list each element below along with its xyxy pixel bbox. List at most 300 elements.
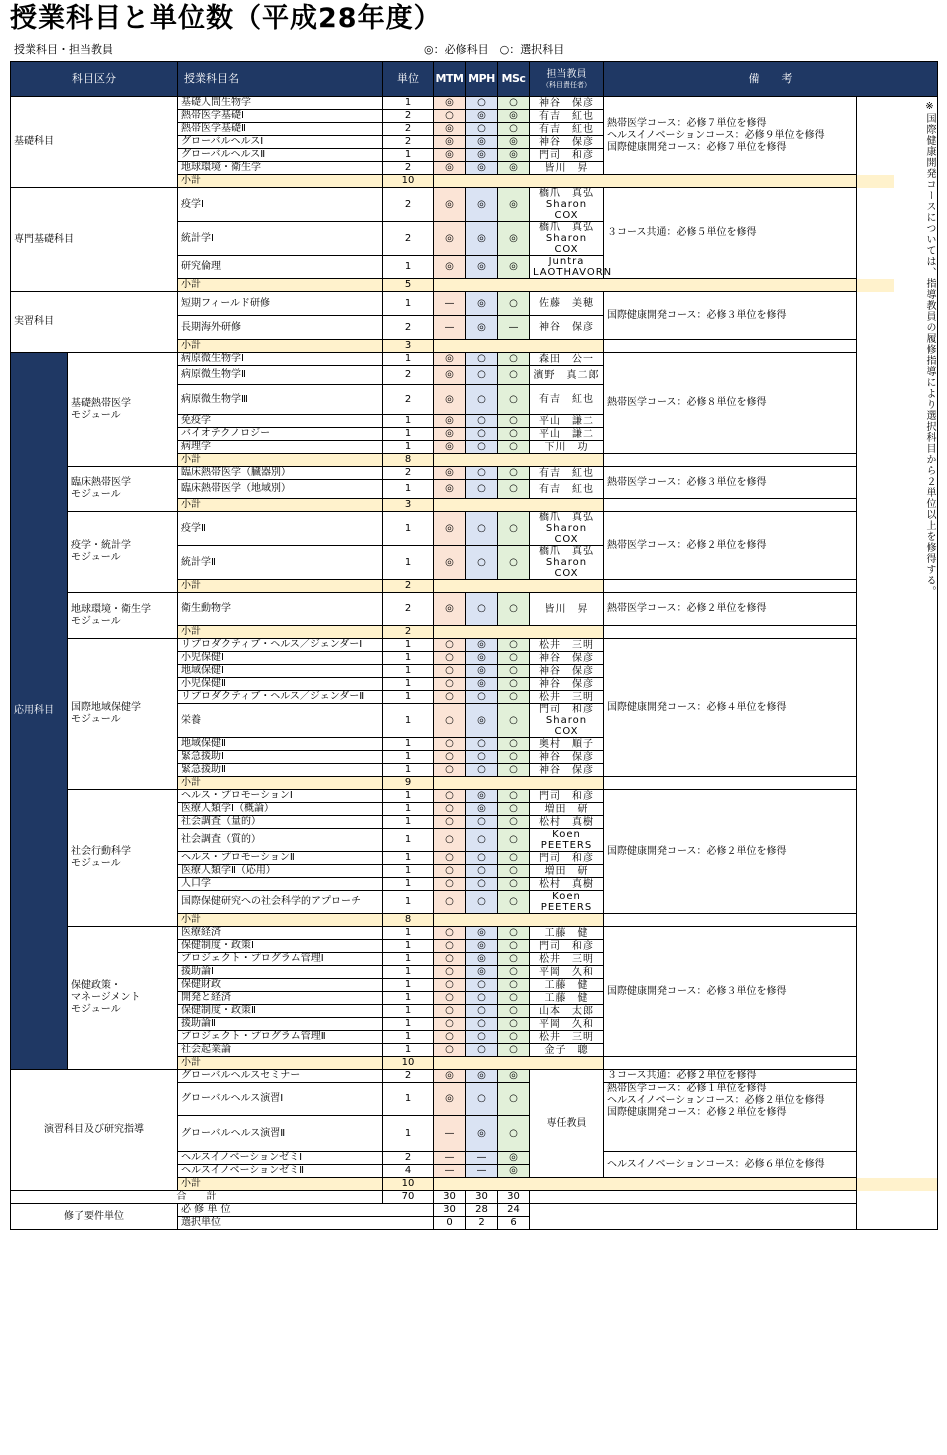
subtotal-label: 小計: [178, 1057, 383, 1070]
course-mtm-mark: ○: [434, 829, 466, 852]
course-mph-mark: ○: [466, 546, 498, 580]
course-instructor: 平山 謙二: [530, 428, 604, 441]
subtotal-fill: [434, 1057, 604, 1070]
remarks-jisshu: 国際健康開発コース：必修３単位を修得: [604, 292, 857, 340]
course-credits: 2: [383, 123, 434, 136]
course-instructor: 有吉 紅也: [530, 467, 604, 480]
course-instructor: 平岡 久和: [530, 1018, 604, 1031]
course-name: 熱帯医学基礎Ⅰ: [178, 110, 383, 123]
course-mph-mark: ○: [466, 512, 498, 546]
course-mtm-mark: —: [434, 292, 466, 316]
total-row: [11, 1191, 938, 1204]
course-mtm-mark: ○: [434, 927, 466, 940]
course-credits: 1: [383, 546, 434, 580]
header-mtm: MTM: [434, 62, 466, 97]
subtotal-value: 2: [383, 580, 434, 593]
course-mtm-mark: ◎: [434, 385, 466, 415]
course-mph-mark: ○: [466, 415, 498, 428]
course-credits: 1: [383, 927, 434, 940]
remarks-enshu-1: ３コース共通：必修２単位を修得: [604, 1070, 894, 1083]
course-mtm-mark: ◎: [434, 162, 466, 175]
course-msc-mark: ○: [498, 852, 530, 865]
subtotal-fill: [434, 1178, 938, 1191]
course-credits: 1: [383, 441, 434, 454]
course-msc-mark: ○: [498, 816, 530, 829]
course-mph-mark: ◎: [466, 256, 498, 279]
course-instructor: Koen PEETERS: [530, 891, 604, 914]
course-mtm-mark: ○: [434, 891, 466, 914]
subtotal-label: 小計: [178, 1178, 383, 1191]
course-name: グローバルヘルスセミナー: [178, 1070, 383, 1083]
course-mph-mark: ○: [466, 385, 498, 415]
course-name: ヘルス・プロモーションⅠ: [178, 790, 383, 803]
course-msc-mark: ○: [498, 678, 530, 691]
subtotal-label: 小計: [178, 777, 383, 790]
course-credits: 1: [383, 1044, 434, 1057]
course-credits: 1: [383, 738, 434, 751]
category-enshu: 演習科目及び研究指導: [11, 1070, 178, 1191]
course-instructor: 橋爪 真弘 Sharon COX: [530, 546, 604, 580]
course-mph-mark: ○: [466, 1044, 498, 1057]
table-row: [11, 467, 938, 480]
category-kiso: 基礎科目: [11, 97, 178, 188]
course-name: グローバルヘルス演習Ⅱ: [178, 1116, 383, 1152]
module-ekigaku: 疫学・統計学 モジュール: [68, 512, 178, 593]
course-name: 開発と経済: [178, 992, 383, 1005]
course-msc-mark: ○: [498, 428, 530, 441]
course-instructor: 工藤 健: [530, 979, 604, 992]
table-row: [11, 188, 938, 222]
course-mtm-mark: ◎: [434, 149, 466, 162]
course-mph-mark: —: [466, 1165, 498, 1178]
course-instructor: 有吉 紅也: [530, 385, 604, 415]
course-name: ヘルス・プロモーションⅡ: [178, 852, 383, 865]
course-mph-mark: ○: [466, 1018, 498, 1031]
subtotal-fill: [434, 279, 894, 292]
course-instructor: 神谷 保彦: [530, 678, 604, 691]
course-name: 研究倫理: [178, 256, 383, 279]
course-name: ヘルスイノベーションゼミⅡ: [178, 1165, 383, 1178]
course-instructor: 神谷 保彦: [530, 764, 604, 777]
course-credits: 2: [383, 162, 434, 175]
course-instructor: 工藤 健: [530, 927, 604, 940]
module-shakai: 社会行動科学 モジュール: [68, 790, 178, 927]
remarks-ekigaku: 熱帯医学コース：必修２単位を修得: [604, 512, 857, 580]
subtotal-fill: [434, 499, 604, 512]
course-credits: 1: [383, 512, 434, 546]
course-instructor: 奥村 順子: [530, 738, 604, 751]
remarks-shakai: 国際健康開発コース：必修２単位を修得: [604, 790, 857, 914]
course-mph-mark: ◎: [466, 803, 498, 816]
course-mtm-mark: ○: [434, 992, 466, 1005]
course-name: 統計学Ⅰ: [178, 222, 383, 256]
table-row: [11, 512, 938, 546]
remarks-kokusai: 国際健康開発コース：必修４単位を修得: [604, 639, 857, 777]
course-mtm-mark: ○: [434, 652, 466, 665]
course-mtm-mark: ◎: [434, 366, 466, 385]
course-name: グローバルヘルスⅡ: [178, 149, 383, 162]
course-credits: 1: [383, 1005, 434, 1018]
required-label: 必 修 単 位: [178, 1204, 434, 1217]
total-label: 合 計: [11, 1191, 383, 1204]
subtotal-value: 8: [383, 454, 434, 467]
course-name: 基礎人間生物学: [178, 97, 383, 110]
course-name: 医療経済: [178, 927, 383, 940]
course-credits: 2: [383, 188, 434, 222]
course-msc-mark: ○: [498, 292, 530, 316]
course-mph-mark: ○: [466, 1005, 498, 1018]
course-mph-mark: —: [466, 1152, 498, 1165]
course-instructor: 皆川 昇: [530, 593, 604, 626]
elective-label: 選択単位: [178, 1217, 434, 1230]
course-name: 疫学Ⅰ: [178, 188, 383, 222]
course-mph-mark: ○: [466, 751, 498, 764]
course-msc-mark: ○: [498, 546, 530, 580]
course-msc-mark: ○: [498, 123, 530, 136]
course-instructor: 神谷 保彦: [530, 136, 604, 149]
subtotal-value: 2: [383, 626, 434, 639]
course-mtm-mark: ◎: [434, 353, 466, 366]
course-mph-mark: ○: [466, 829, 498, 852]
course-name: 疫学Ⅱ: [178, 512, 383, 546]
course-mtm-mark: ○: [434, 678, 466, 691]
course-credits: 1: [383, 353, 434, 366]
course-msc-mark: ○: [498, 353, 530, 366]
module-rinsho: 臨床熱帯医学 モジュール: [68, 467, 178, 512]
course-instructor: 金子 聰: [530, 1044, 604, 1057]
subtotal-value: 9: [383, 777, 434, 790]
course-mph-mark: ◎: [466, 110, 498, 123]
course-instructor: 増田 研: [530, 803, 604, 816]
course-name: 長期海外研修: [178, 316, 383, 340]
course-name: 社会起業論: [178, 1044, 383, 1057]
course-msc-mark: ○: [498, 691, 530, 704]
course-mph-mark: ◎: [466, 1070, 498, 1083]
course-msc-mark: ○: [498, 593, 530, 626]
course-mtm-mark: ○: [434, 738, 466, 751]
course-instructor: 平岡 久和: [530, 966, 604, 979]
course-mph-mark: ◎: [466, 162, 498, 175]
course-mtm-mark: —: [434, 1116, 466, 1152]
course-instructor: 下川 功: [530, 441, 604, 454]
course-credits: 2: [383, 467, 434, 480]
course-msc-mark: ○: [498, 704, 530, 738]
course-mph-mark: ○: [466, 97, 498, 110]
course-name: 援助論Ⅰ: [178, 966, 383, 979]
course-credits: 1: [383, 678, 434, 691]
course-mph-mark: ○: [466, 992, 498, 1005]
course-mtm-mark: ○: [434, 966, 466, 979]
course-msc-mark: ◎: [498, 222, 530, 256]
enshu-instructor: 専任教員: [530, 1070, 604, 1178]
course-mph-mark: ◎: [466, 927, 498, 940]
course-msc-mark: ○: [498, 1018, 530, 1031]
total-msc: 30: [498, 1191, 530, 1204]
course-msc-mark: ◎: [498, 110, 530, 123]
subtotal-label: 小計: [178, 454, 383, 467]
course-mtm-mark: ○: [434, 665, 466, 678]
total-mtm: 30: [434, 1191, 466, 1204]
course-credits: 1: [383, 829, 434, 852]
course-credits: 2: [383, 593, 434, 626]
course-instructor: 門司 和彦: [530, 790, 604, 803]
course-mph-mark: ◎: [466, 790, 498, 803]
course-name: 地域保健Ⅱ: [178, 738, 383, 751]
required-mtm: 30: [434, 1204, 466, 1217]
course-credits: 1: [383, 891, 434, 914]
course-mph-mark: ◎: [466, 1116, 498, 1152]
course-instructor: 松井 三明: [530, 1031, 604, 1044]
course-credits: 1: [383, 97, 434, 110]
course-name: グローバルヘルスⅠ: [178, 136, 383, 149]
subtotal-fill: [434, 777, 604, 790]
course-credits: 2: [383, 110, 434, 123]
table-row: [11, 593, 938, 626]
course-mph-mark: ◎: [466, 149, 498, 162]
course-instructor: 佐藤 美穂: [530, 292, 604, 316]
course-instructor: 工藤 健: [530, 992, 604, 1005]
course-mtm-mark: ◎: [434, 546, 466, 580]
course-mtm-mark: —: [434, 1152, 466, 1165]
course-name: 緊急援助Ⅰ: [178, 751, 383, 764]
course-mph-mark: ◎: [466, 136, 498, 149]
category-jisshu: 実習科目: [11, 292, 178, 353]
course-mtm-mark: ◎: [434, 415, 466, 428]
course-name: 病原微生物学Ⅰ: [178, 353, 383, 366]
module-chikyu: 地球環境・衛生学 モジュール: [68, 593, 178, 639]
course-msc-mark: ○: [498, 751, 530, 764]
remarks-enshu-3: ヘルスイノベーションコース：必修６単位を修得: [604, 1152, 894, 1178]
course-msc-mark: ◎: [498, 256, 530, 279]
course-name: 援助論Ⅱ: [178, 1018, 383, 1031]
course-msc-mark: ○: [498, 829, 530, 852]
course-instructor: 森田 公一: [530, 353, 604, 366]
remarks-senmon: ３コース共通：必修５単位を修得: [604, 188, 857, 279]
course-mph-mark: ◎: [466, 639, 498, 652]
curriculum-table: [10, 61, 938, 1230]
course-credits: 1: [383, 652, 434, 665]
course-mph-mark: ◎: [466, 222, 498, 256]
course-credits: 1: [383, 878, 434, 891]
course-msc-mark: ○: [498, 927, 530, 940]
course-msc-mark: ○: [498, 865, 530, 878]
course-instructor: 神谷 保彦: [530, 316, 604, 340]
course-instructor: 門司 和彦 Sharon COX: [530, 704, 604, 738]
course-mph-mark: ○: [466, 123, 498, 136]
course-msc-mark: ○: [498, 385, 530, 415]
subtotal-fill: [434, 626, 604, 639]
remarks-kiso: 熱帯医学コース：必修７単位を修得 ヘルスイノベーションコース：必修９単位を修得 国際健康開発コース：必修７単位を修得: [604, 97, 857, 175]
course-name: 社会調査（量的）: [178, 816, 383, 829]
course-instructor: 橋爪 真弘 Sharon COX: [530, 188, 604, 222]
course-mph-mark: ◎: [466, 188, 498, 222]
course-msc-mark: ◎: [498, 1070, 530, 1083]
course-msc-mark: ○: [498, 1031, 530, 1044]
course-mtm-mark: ○: [434, 704, 466, 738]
course-mtm-mark: ◎: [434, 136, 466, 149]
course-mph-mark: ○: [466, 441, 498, 454]
subtotal-value: 5: [383, 279, 434, 292]
course-msc-mark: —: [498, 316, 530, 340]
course-msc-mark: ○: [498, 441, 530, 454]
course-mph-mark: ○: [466, 366, 498, 385]
course-msc-mark: ◎: [498, 1165, 530, 1178]
required-fill: [530, 1204, 938, 1230]
course-mtm-mark: ○: [434, 1031, 466, 1044]
course-credits: 1: [383, 816, 434, 829]
course-instructor: 増田 研: [530, 865, 604, 878]
course-name: バイオテクノロジー: [178, 428, 383, 441]
course-name: 小児保健Ⅱ: [178, 678, 383, 691]
header-instructor: [530, 62, 604, 97]
header-credits: 単位: [383, 62, 434, 97]
course-mtm-mark: ○: [434, 764, 466, 777]
course-msc-mark: ○: [498, 366, 530, 385]
required-row: [11, 1204, 938, 1217]
subtotal-fill: [434, 580, 604, 593]
course-instructor: 皆川 昇: [530, 162, 604, 175]
remarks-kiso_nettai: 熱帯医学コース：必修８単位を修得: [604, 353, 857, 454]
course-msc-mark: ○: [498, 512, 530, 546]
course-name: 臨床熱帯医学（臓器別）: [178, 467, 383, 480]
header-course: 授業科目名: [178, 62, 383, 97]
course-mtm-mark: ◎: [434, 123, 466, 136]
course-instructor: 橋爪 真弘 Sharon COX: [530, 512, 604, 546]
course-msc-mark: ○: [498, 652, 530, 665]
course-credits: 1: [383, 428, 434, 441]
header-instructor-note: （科目責任者）: [542, 81, 591, 89]
course-mph-mark: ○: [466, 480, 498, 499]
course-name: プロジェクト・プログラム管理Ⅱ: [178, 1031, 383, 1044]
total-credits: 70: [383, 1191, 434, 1204]
course-msc-mark: ○: [498, 979, 530, 992]
course-name: 人口学: [178, 878, 383, 891]
course-name: 社会調査（質的）: [178, 829, 383, 852]
remarks-hoken: 国際健康開発コース：必修３単位を修得: [604, 927, 857, 1057]
course-credits: 4: [383, 1165, 434, 1178]
course-credits: 1: [383, 979, 434, 992]
course-msc-mark: ○: [498, 1044, 530, 1057]
course-msc-mark: ◎: [498, 136, 530, 149]
course-mph-mark: ○: [466, 428, 498, 441]
course-instructor: 松井 三明: [530, 953, 604, 966]
course-mph-mark: ◎: [466, 678, 498, 691]
course-name: プロジェクト・プログラム管理Ⅰ: [178, 953, 383, 966]
remarks-enshu-2: 熱帯医学コース：必修１単位を修得 ヘルスイノベーションコース：必修２単位を修得 国際健康開発コース：必修２単位を修得: [604, 1083, 894, 1152]
course-mtm-mark: ◎: [434, 428, 466, 441]
subtotal-value: 10: [383, 1178, 434, 1191]
course-credits: 2: [383, 385, 434, 415]
legend: ◎：必修科目 ○：選択科目: [424, 43, 565, 56]
course-mph-mark: ◎: [466, 292, 498, 316]
course-mph-mark: ○: [466, 852, 498, 865]
course-mph-mark: ○: [466, 891, 498, 914]
subtotal-fill: [434, 340, 604, 353]
page-title: 授業科目と単位数（平成28年度）: [10, 3, 442, 34]
course-msc-mark: ○: [498, 1083, 530, 1116]
course-credits: 1: [383, 803, 434, 816]
course-msc-mark: ○: [498, 992, 530, 1005]
table-row: [11, 790, 938, 803]
course-msc-mark: ○: [498, 1116, 530, 1152]
course-instructor: 有吉 紅也: [530, 480, 604, 499]
course-mtm-mark: ◎: [434, 1083, 466, 1116]
course-msc-mark: ○: [498, 1005, 530, 1018]
course-mtm-mark: ○: [434, 940, 466, 953]
course-mtm-mark: ◎: [434, 441, 466, 454]
course-name: 緊急援助Ⅱ: [178, 764, 383, 777]
course-mtm-mark: ○: [434, 816, 466, 829]
course-msc-mark: ◎: [498, 149, 530, 162]
course-mtm-mark: ◎: [434, 593, 466, 626]
category-senmon: 専門基礎科目: [11, 188, 178, 292]
total-mph: 30: [466, 1191, 498, 1204]
course-credits: 1: [383, 940, 434, 953]
table-row: [11, 927, 938, 940]
course-mtm-mark: ◎: [434, 222, 466, 256]
course-name: 保健財政: [178, 979, 383, 992]
course-mph-mark: ○: [466, 467, 498, 480]
subtotal-value: 8: [383, 914, 434, 927]
subtotal-fill: [434, 175, 894, 188]
course-msc-mark: ○: [498, 764, 530, 777]
course-msc-mark: ○: [498, 966, 530, 979]
course-mtm-mark: ○: [434, 691, 466, 704]
course-name: 医療人類学Ⅰ（概論）: [178, 803, 383, 816]
subtotal-label: 小計: [178, 279, 383, 292]
course-mph-mark: ○: [466, 353, 498, 366]
course-mtm-mark: ○: [434, 639, 466, 652]
subtotal-label: 小計: [178, 914, 383, 927]
course-mph-mark: ○: [466, 865, 498, 878]
course-instructor: 松村 真樹: [530, 816, 604, 829]
course-mtm-mark: ○: [434, 1044, 466, 1057]
header-instructor-label: 担当教員: [546, 69, 587, 80]
course-mph-mark: ○: [466, 1083, 498, 1116]
course-msc-mark: ○: [498, 467, 530, 480]
subtotal-value: 10: [383, 1057, 434, 1070]
course-name: 病理学: [178, 441, 383, 454]
course-credits: 2: [383, 1152, 434, 1165]
course-instructor: 濱野 真二郎: [530, 366, 604, 385]
course-credits: 1: [383, 149, 434, 162]
header-msc: MSc: [498, 62, 530, 97]
course-credits: 2: [383, 366, 434, 385]
table-row: [11, 97, 938, 110]
course-credits: 1: [383, 751, 434, 764]
elective-mph: 2: [466, 1217, 498, 1230]
course-credits: 1: [383, 704, 434, 738]
table-row: [11, 1070, 938, 1083]
course-mtm-mark: ○: [434, 878, 466, 891]
course-name: 短期フィールド研修: [178, 292, 383, 316]
course-mtm-mark: ○: [434, 852, 466, 865]
subtotal-label: 小計: [178, 626, 383, 639]
course-name: 免疫学: [178, 415, 383, 428]
course-credits: 1: [383, 992, 434, 1005]
course-credits: 2: [383, 316, 434, 340]
course-name: 統計学Ⅱ: [178, 546, 383, 580]
course-mtm-mark: ○: [434, 979, 466, 992]
header-mph: MPH: [466, 62, 498, 97]
course-msc-mark: ○: [498, 878, 530, 891]
course-mph-mark: ○: [466, 1031, 498, 1044]
elective-msc: 6: [498, 1217, 530, 1230]
table-row: [11, 353, 938, 366]
course-msc-mark: ○: [498, 940, 530, 953]
course-mtm-mark: ◎: [434, 188, 466, 222]
course-credits: 1: [383, 1018, 434, 1031]
